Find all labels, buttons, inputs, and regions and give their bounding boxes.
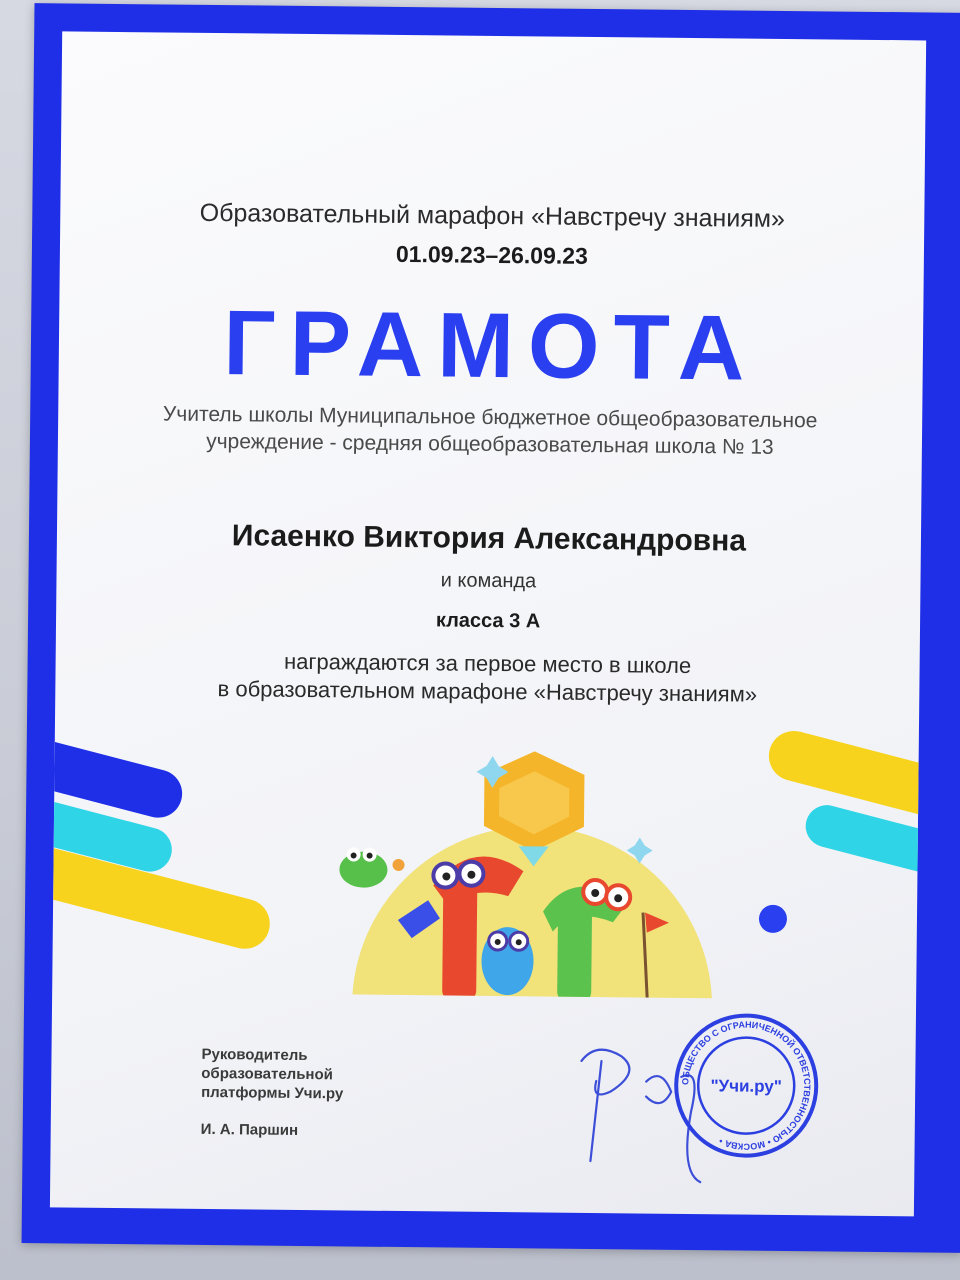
certificate-title: ГРАМОТА <box>222 292 759 400</box>
small-dino-icon <box>339 847 404 888</box>
left-stripes-decoration <box>52 728 277 954</box>
official-stamp <box>670 1010 822 1162</box>
signatory-block <box>201 1045 344 1140</box>
signatory-role-line-3: платформы Учи.ру <box>201 1083 344 1103</box>
signatory-name: И. А. Паршин <box>200 1120 299 1139</box>
certificate-paper <box>50 31 926 1216</box>
blue-dot <box>759 905 787 933</box>
teacher-line-2: учреждение - средняя общеобразовательная школа № 13 <box>206 429 774 459</box>
stamp-ring-text: ОБЩЕСТВО С ОГРАНИЧЕННОЙ ОТВЕТСТВЕННОСТЬЮ • МОСКВА • <box>680 1019 813 1152</box>
marathon-dates: 01.09.23–26.09.23 <box>395 240 588 269</box>
recipient-name: Исаенко Виктория Александровна <box>231 519 747 558</box>
teacher-description <box>58 399 923 462</box>
teacher-line-1: Учитель школы Муниципальное бюджетное общеобразовательное <box>162 402 818 433</box>
award-line-2: в образовательном марафоне «Навстречу знаниям» <box>217 676 758 707</box>
stamp-center-text: "Учи.ру" <box>710 1076 782 1096</box>
signatory-role-line-1: Руководитель <box>201 1045 308 1065</box>
signatory-role-line-2: образовательной <box>201 1064 334 1084</box>
recipient-team: и команда <box>440 569 537 593</box>
right-stripes-decoration <box>759 725 926 935</box>
award-line-1: награждаются за первое место в школе <box>283 648 692 679</box>
certificate-frame <box>22 3 960 1253</box>
recipient-class: класса 3 А <box>435 609 541 633</box>
mascot-illustration <box>52 691 926 1000</box>
marathon-title: Образовательный марафон «Навстречу знаниям» <box>199 198 786 233</box>
